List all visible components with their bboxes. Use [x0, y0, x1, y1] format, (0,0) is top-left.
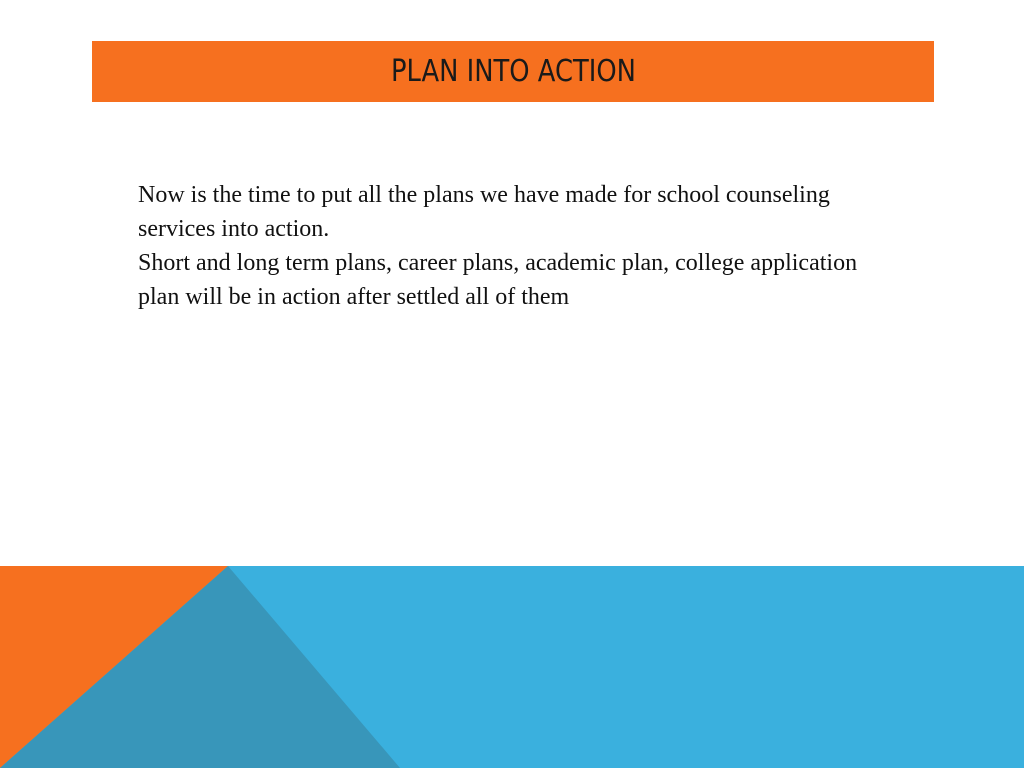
body-paragraph-1: Now is the time to put all the plans we have made for school counseling services into action. — [138, 182, 830, 242]
body-paragraph-2: Short and long term plans, career plans, academic plan, college application plan will be in action after settled all of them — [138, 250, 858, 310]
decorative-footer-graphic — [0, 566, 1024, 768]
slide-body — [138, 178, 858, 314]
title-banner — [92, 41, 934, 102]
slide-title: PLAN INTO ACTION — [390, 54, 636, 89]
